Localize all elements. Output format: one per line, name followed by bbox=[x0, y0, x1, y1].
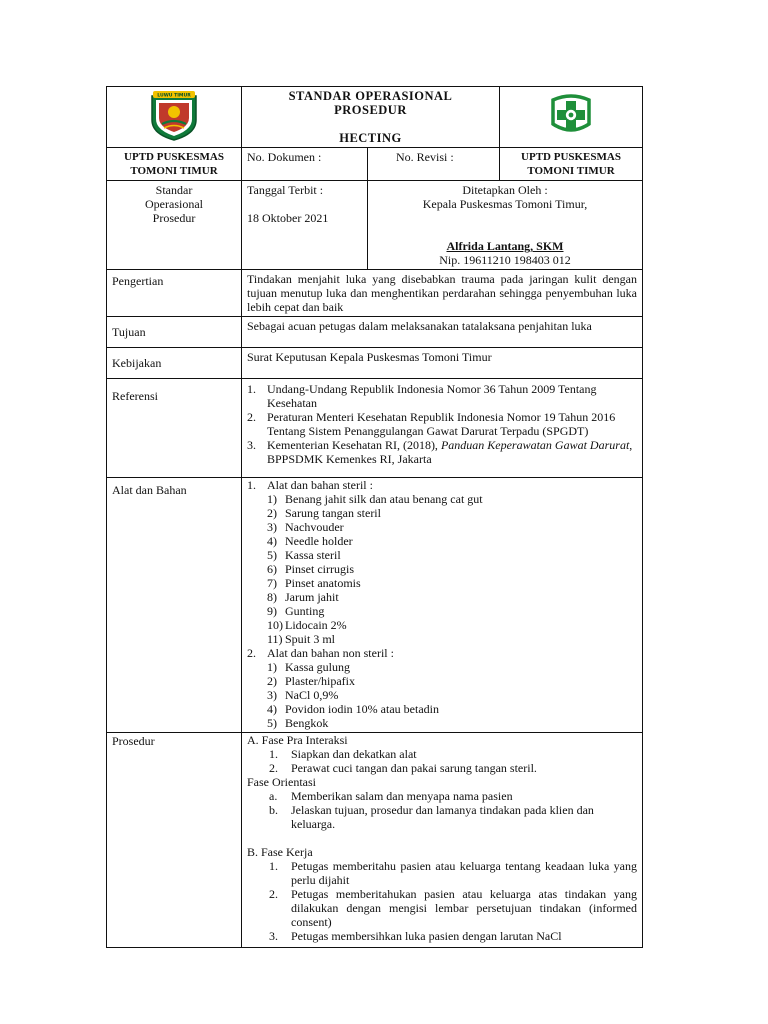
referensi-item: 3. Kementerian Kesehatan RI, (2018), Panduan Keperawatan Gawat Darurat, BPPSDMK Kemenkes RI, Jakarta bbox=[247, 438, 633, 466]
alat-steril-item: 9) Gunting bbox=[267, 604, 325, 618]
alat-steril-item: 8) Jarum jahit bbox=[267, 590, 339, 604]
title-line-2: PROSEDUR bbox=[334, 103, 407, 117]
alat-steril-item: 5) Kassa steril bbox=[267, 548, 341, 562]
alat-steril-item: 4) Needle holder bbox=[267, 534, 353, 548]
alat-steril-item: 6) Pinset cirrugis bbox=[267, 562, 354, 576]
orientasi-list bbox=[247, 789, 637, 831]
alat-non-steril-item: 1) Kassa gulung bbox=[267, 660, 350, 674]
referensi-item: 2. Peraturan Menteri Kesehatan Republik Indonesia Nomor 19 Tahun 2016 Tentang Sistem Penanggulangan Gawat Darurat Terpadu (SPGDT) bbox=[247, 410, 616, 438]
alat-steril-item: 3) Nachvouder bbox=[267, 520, 344, 534]
fase-a-item: 2. Perawat cuci tangan dan pakai sarung tangan steril. bbox=[269, 761, 537, 775]
alat-label: Alat dan Bahan bbox=[107, 478, 242, 733]
referensi-list bbox=[242, 379, 643, 478]
fase-a-list bbox=[247, 747, 637, 775]
fase-a-item: 1. Siapkan dan dekatkan alat bbox=[269, 747, 417, 761]
title-line-1: STANDAR OPERASIONAL bbox=[288, 89, 453, 103]
sop-document bbox=[106, 86, 642, 948]
org-name-left: UPTD PUSKESMAS TOMONI TIMUR bbox=[107, 148, 242, 181]
fase-kerja: B. Fase Kerja bbox=[247, 845, 313, 859]
fase-orientasi: Fase Orientasi bbox=[247, 775, 316, 789]
alat-steril-item: 1) Benang jahit silk dan atau benang cat gut bbox=[267, 492, 483, 506]
tujuan-label: Tujuan bbox=[107, 317, 242, 348]
alat-non-steril-item: 2) Plaster/hipafix bbox=[267, 674, 355, 688]
fase-b-item: 3. Petugas membersihkan luka pasien dengan larutan NaCl bbox=[269, 929, 562, 943]
fase-b-list bbox=[247, 859, 637, 943]
puskesmas-emblem-icon bbox=[539, 90, 603, 142]
signatory-name: Alfrida Lantang, SKM bbox=[446, 239, 564, 253]
sop-table bbox=[106, 86, 643, 948]
fase-b-item: 1. Petugas memberitahu pasien atau keluarga tentang keadaan luka yang perlu dijahit bbox=[269, 859, 637, 887]
referensi-item: 1. Undang-Undang Republik Indonesia Nomor 36 Tahun 2009 Tentang Kesehatan bbox=[247, 382, 597, 410]
signatory-nip: Nip. 19611210 198403 012 bbox=[439, 253, 571, 267]
prosedur-content bbox=[242, 733, 643, 948]
alat-steril-item: 2) Sarung tangan steril bbox=[267, 506, 381, 520]
prosedur-label: Prosedur bbox=[107, 733, 242, 948]
luwu-timur-logo bbox=[107, 87, 242, 148]
alat-steril-heading: 1. Alat dan bahan steril : bbox=[247, 478, 373, 492]
pengertian-label: Pengertian bbox=[107, 270, 242, 317]
kepala-label: Kepala Puskesmas Tomoni Timur, bbox=[422, 197, 588, 211]
puskesmas-logo bbox=[500, 87, 643, 148]
tanggal-label: Tanggal Terbit : bbox=[247, 183, 324, 197]
title-line-3: HECTING bbox=[339, 131, 402, 145]
referensi-label: Referensi bbox=[107, 379, 242, 478]
orientasi-item: a. Memberikan salam dan menyapa nama pasien bbox=[269, 789, 513, 803]
alat-steril-item: 7) Pinset anatomis bbox=[267, 576, 361, 590]
no-revisi-label: No. Revisi : bbox=[368, 148, 500, 181]
regency-emblem-icon bbox=[144, 90, 204, 142]
alat-steril-list bbox=[247, 492, 637, 646]
tanggal-value: 18 Oktober 2021 bbox=[247, 211, 329, 225]
fase-b-item: 2. Petugas memberitahukan pasien atau keluarga atas tindakan yang dilakukan dengan mengisi lembar persetujuan tindakan (informed consent) bbox=[269, 887, 637, 929]
ditetapkan-label: Ditetapkan Oleh : bbox=[462, 183, 548, 197]
alat-non-steril-item: 3) NaCl 0,9% bbox=[267, 688, 339, 702]
kebijakan-text: Surat Keputusan Kepala Puskesmas Tomoni Timur bbox=[242, 348, 643, 379]
document-title bbox=[242, 87, 500, 148]
alat-list bbox=[242, 478, 643, 733]
sop-label: Standar Operasional Prosedur bbox=[107, 181, 242, 270]
org-name-right: UPTD PUSKESMAS TOMONI TIMUR bbox=[500, 148, 643, 181]
alat-non-steril-item: 5) Bengkok bbox=[267, 716, 329, 730]
tanggal-terbit bbox=[242, 181, 368, 270]
svg-text:LUWU TIMUR: LUWU TIMUR bbox=[157, 93, 191, 98]
alat-steril-item: 11) Spuit 3 ml bbox=[267, 632, 336, 646]
kebijakan-label: Kebijakan bbox=[107, 348, 242, 379]
orientasi-item: b. Jelaskan tujuan, prosedur dan lamanya tindakan pada klien dan keluarga. bbox=[269, 803, 594, 831]
alat-steril-item: 10) Lidocain 2% bbox=[267, 618, 347, 632]
alat-non-steril-item: 4) Povidon iodin 10% atau betadin bbox=[267, 702, 439, 716]
alat-non-steril-list bbox=[247, 660, 637, 730]
no-dokumen-label: No. Dokumen : bbox=[242, 148, 368, 181]
pengertian-text: Tindakan menjahit luka yang disebabkan trauma pada jaringan kulit dengan tujuan menutup luka dan menghentikan perdarahan sehingga penyembuhan luka lebih cepat dan baik bbox=[242, 270, 643, 317]
fase-pra-interaksi: A. Fase Pra Interaksi bbox=[247, 733, 348, 747]
alat-non-steril-heading: 2. Alat dan bahan non steril : bbox=[247, 646, 394, 660]
tujuan-text: Sebagai acuan petugas dalam melaksanakan tatalaksana penjahitan luka bbox=[242, 317, 643, 348]
ditetapkan-block bbox=[368, 181, 643, 270]
